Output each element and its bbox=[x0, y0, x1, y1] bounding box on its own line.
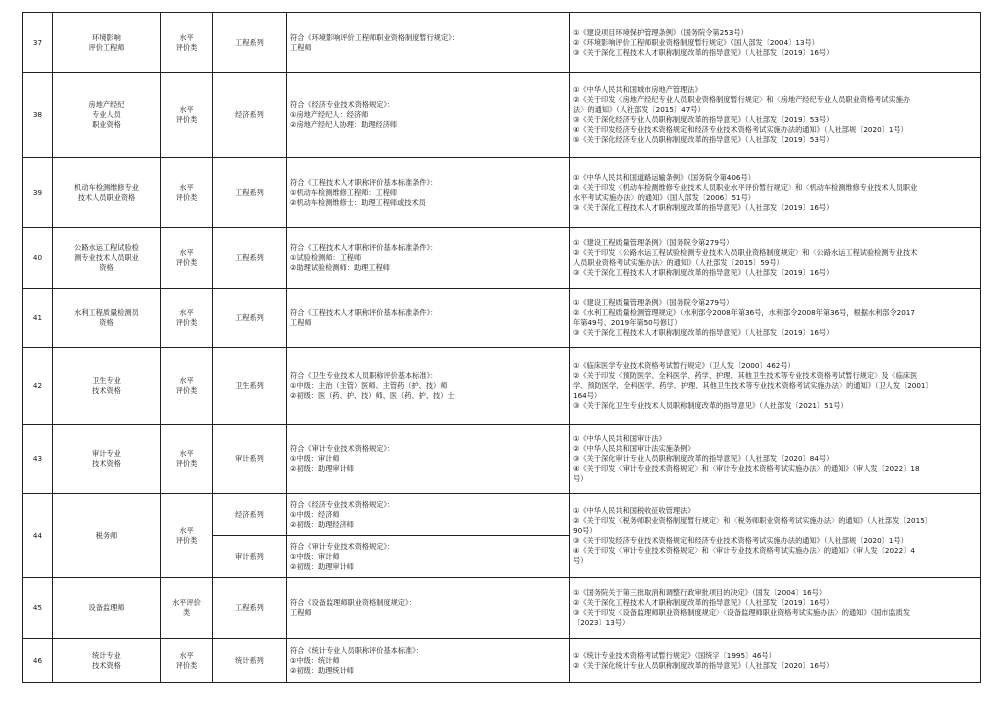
evaluation-type: 水平 评价类 bbox=[161, 425, 213, 494]
qualification-table bbox=[22, 12, 981, 683]
row-number: 42 bbox=[23, 348, 53, 425]
row-number: 45 bbox=[23, 578, 53, 639]
title-series: 工程系列 bbox=[213, 13, 287, 73]
condition-cell: 符合《经济专业技术资格规定》： ①房地产经纪人：经济师 ②房地产经纪人协理：助理经济师 bbox=[287, 73, 570, 158]
table-row bbox=[23, 228, 981, 289]
policy-basis-cell: ①《建设工程质量管理条例》（国务院令第279号） ②《水利工程质量检测管理规定》（水利部令2008年第36号，水利部令2008年第36号，根据水利部令2017 年第49号、2019年第50号修订） ③《关于深化工程技术人才职称制度改革的指导意见》（人社部发〔2019〕16号） bbox=[570, 289, 981, 348]
policy-basis-cell: ①《临床医学专业技术资格考试暂行规定》（卫人发〔2000〕462号） ②《关于印发〈预防医学、全科医学、药学、护理、其他卫生技术等专业技术资格考试暂行规定〉及〈临床医 学、预防医学、全科医学、药学、护理、其他卫生技术等专业技术资格考试实施办法〉的通知》（卫人发〔2001〕 164号） ③《关于深化卫生专业技术人员职称制度改革的指导意见》（人社部发〔2021〕51号） bbox=[570, 348, 981, 425]
condition-cell: 符合《审计专业技术资格规定》： ①中级：审计师 ②初级：助理审计师 bbox=[287, 425, 570, 494]
condition-cell: 符合《环境影响评价工程师职业资格制度暂行规定》： 工程师 bbox=[287, 13, 570, 73]
qualification-name: 公路水运工程试验检 测专业技术人员职业 资格 bbox=[53, 228, 161, 289]
condition-cell: 符合《工程技术人才职称评价基本标准条件》： ①试验检测师：工程师 ②助理试验检测师：助理工程师 bbox=[287, 228, 570, 289]
title-series: 统计系列 bbox=[213, 639, 287, 683]
policy-basis-cell: ①《建设项目环境保护管理条例》（国务院令第253号） ②《环境影响评价工程师职业资格制度暂行规定》（国人部发〔2004〕13号） ③《关于深化工程技术人才职称制度改革的指导意见》（人社部发〔2019〕16号） bbox=[570, 13, 981, 73]
condition-cell: 符合《设备监理师职业资格制度规定》： 工程师 bbox=[287, 578, 570, 639]
evaluation-type: 水平 评价类 bbox=[161, 494, 213, 578]
title-series: 工程系列 bbox=[213, 228, 287, 289]
evaluation-type: 水平 评价类 bbox=[161, 158, 213, 228]
evaluation-type: 水平 评价类 bbox=[161, 289, 213, 348]
row-number: 38 bbox=[23, 73, 53, 158]
evaluation-type: 水平评价 类 bbox=[161, 578, 213, 639]
qualification-name: 机动车检测维修专业 技术人员职业资格 bbox=[53, 158, 161, 228]
qualification-name: 统计专业 技术资格 bbox=[53, 639, 161, 683]
qualification-name: 房地产经纪 专业人员 职业资格 bbox=[53, 73, 161, 158]
row-number: 46 bbox=[23, 639, 53, 683]
qualification-name: 卫生专业 技术资格 bbox=[53, 348, 161, 425]
policy-basis-cell: ①《中华人民共和国审计法》 ②《中华人民共和国审计法实施条例》 ③《关于深化审计专业人员职称制度改革的指导意见》（人社部发〔2020〕84号） ④《关于印发〈审计专业技术资格规定〉和〈审计专业技术资格考试实施办法〉的通知》（审人发〔2022〕18 号） bbox=[570, 425, 981, 494]
policy-basis-cell: ①《中华人民共和国道路运输条例》（国务院令第406号） ②《关于印发〈机动车检测维修专业技术人员职业水平评价暂行规定〉和〈机动车检测维修专业技术人员职业 水平考试实施办法〉的通知》（国人部发〔2006〕51号） ③《关于深化工程技术人才职称制度改革的指导意见》（人社部发〔2019〕16号） bbox=[570, 158, 981, 228]
evaluation-type: 水平 评价类 bbox=[161, 73, 213, 158]
condition-cell: 符合《统计专业人员职称评价基本标准》： ①中级：统计师 ②初级：助理统计师 bbox=[287, 639, 570, 683]
title-series: 审计系列 bbox=[213, 425, 287, 494]
table-row bbox=[23, 348, 981, 425]
table-row bbox=[23, 13, 981, 73]
table-row bbox=[23, 289, 981, 348]
title-series: 审计系列 bbox=[213, 536, 287, 578]
policy-basis-cell: ①《中华人民共和国城市房地产管理法》 ②《关于印发〈房地产经纪专业人员职业资格制度暂行规定〉和〈房地产经纪专业人员职业资格考试实施办 法〉的通知》（人社部发〔2015〕47号） ③《关于深化经济专业人员职称制度改革的指导意见》（人社部发〔2019〕53号） ④《关于印发经济专业技术资格规定和经济专业技术资格考试实施办法的通知》（人社部规〔2020〕1号） ⑤《关于深化经济专业人员职称制度改革的指导意见》（人社部发〔2019〕53号） bbox=[570, 73, 981, 158]
title-series: 经济系列 bbox=[213, 73, 287, 158]
table-row bbox=[23, 73, 981, 158]
evaluation-type: 水平 评价类 bbox=[161, 228, 213, 289]
qualification-name: 环境影响 评价工程师 bbox=[53, 13, 161, 73]
row-number: 40 bbox=[23, 228, 53, 289]
qualification-name: 税务师 bbox=[53, 494, 161, 578]
policy-basis-cell: ①《建设工程质量管理条例》（国务院令第279号） ②《关于印发〈公路水运工程试验检测专业技术人员职业资格制度规定〉和〈公路水运工程试验检测专业技术 人员职业资格考试实施办法〉的通知》（人社部发〔2015〕59号） ③《关于深化工程技术人才职称制度改革的指导意见》（人社部发〔2019〕16号） bbox=[570, 228, 981, 289]
row-number: 44 bbox=[23, 494, 53, 578]
qualification-name: 设备监理师 bbox=[53, 578, 161, 639]
evaluation-type: 水平 评价类 bbox=[161, 13, 213, 73]
table-row bbox=[23, 639, 981, 683]
table-row bbox=[23, 578, 981, 639]
condition-cell: 符合《经济专业技术资格规定》： ①中级：经济师 ②初级：助理经济师 bbox=[287, 494, 570, 536]
title-series: 工程系列 bbox=[213, 158, 287, 228]
title-series: 工程系列 bbox=[213, 578, 287, 639]
row-number: 39 bbox=[23, 158, 53, 228]
title-series: 卫生系列 bbox=[213, 348, 287, 425]
title-series: 工程系列 bbox=[213, 289, 287, 348]
condition-cell: 符合《卫生专业技术人员职称评价基本标准》： ①中级：主治（主管）医师、主管药（护、技）师 ②初级：医（药、护、技）师、医（药、护、技）士 bbox=[287, 348, 570, 425]
policy-basis-cell: ①《国务院关于第三批取消和调整行政审批项目的决定》（国发〔2004〕16号） ②《关于深化工程技术人才职称制度改革的指导意见》（人社部发〔2019〕16号） ③《关于印发〈设备监理师职业资格制度规定〉〈设备监理师职业资格考试实施办法〉的通知》（国市监质发 〔2023〕13号） bbox=[570, 578, 981, 639]
policy-basis-cell: ①《中华人民共和国税收征收管理法》 ②《关于印发〈税务师职业资格制度暂行规定〉和〈税务师职业资格考试实施办法〉的通知》（人社部发〔2015〕 90号） ③《关于印发经济专业技术资格规定和经济专业技术资格考试实施办法的通知》（人社部规〔2020〕1号） ④《关于印发〈审计专业技术资格规定〉和〈审计专业技术资格考试实施办法〉的通知》（审人发〔2022〕4 号） bbox=[570, 494, 981, 578]
condition-cell: 符合《工程技术人才职称评价基本标准条件》： ①机动车检测维修工程师：工程师 ②机动车检测维修士：助理工程师或技术员 bbox=[287, 158, 570, 228]
row-number: 37 bbox=[23, 13, 53, 73]
table-row bbox=[23, 494, 981, 536]
evaluation-type: 水平 评价类 bbox=[161, 639, 213, 683]
condition-cell: 符合《工程技术人才职称评价基本标准条件》： 工程师 bbox=[287, 289, 570, 348]
condition-cell: 符合《审计专业技术资格规定》： ①中级：审计师 ②初级：助理审计师 bbox=[287, 536, 570, 578]
row-number: 41 bbox=[23, 289, 53, 348]
qualification-name: 审计专业 技术资格 bbox=[53, 425, 161, 494]
policy-basis-cell: ①《统计专业技术资格考试暂行规定》（国统字〔1995〕46号） ②《关于深化统计专业人员职称制度改革的指导意见》（人社部发〔2020〕16号） bbox=[570, 639, 981, 683]
table-row bbox=[23, 425, 981, 494]
title-series: 经济系列 bbox=[213, 494, 287, 536]
table-row bbox=[23, 158, 981, 228]
evaluation-type: 水平 评价类 bbox=[161, 348, 213, 425]
qualification-name: 水利工程质量检测员 资格 bbox=[53, 289, 161, 348]
row-number: 43 bbox=[23, 425, 53, 494]
